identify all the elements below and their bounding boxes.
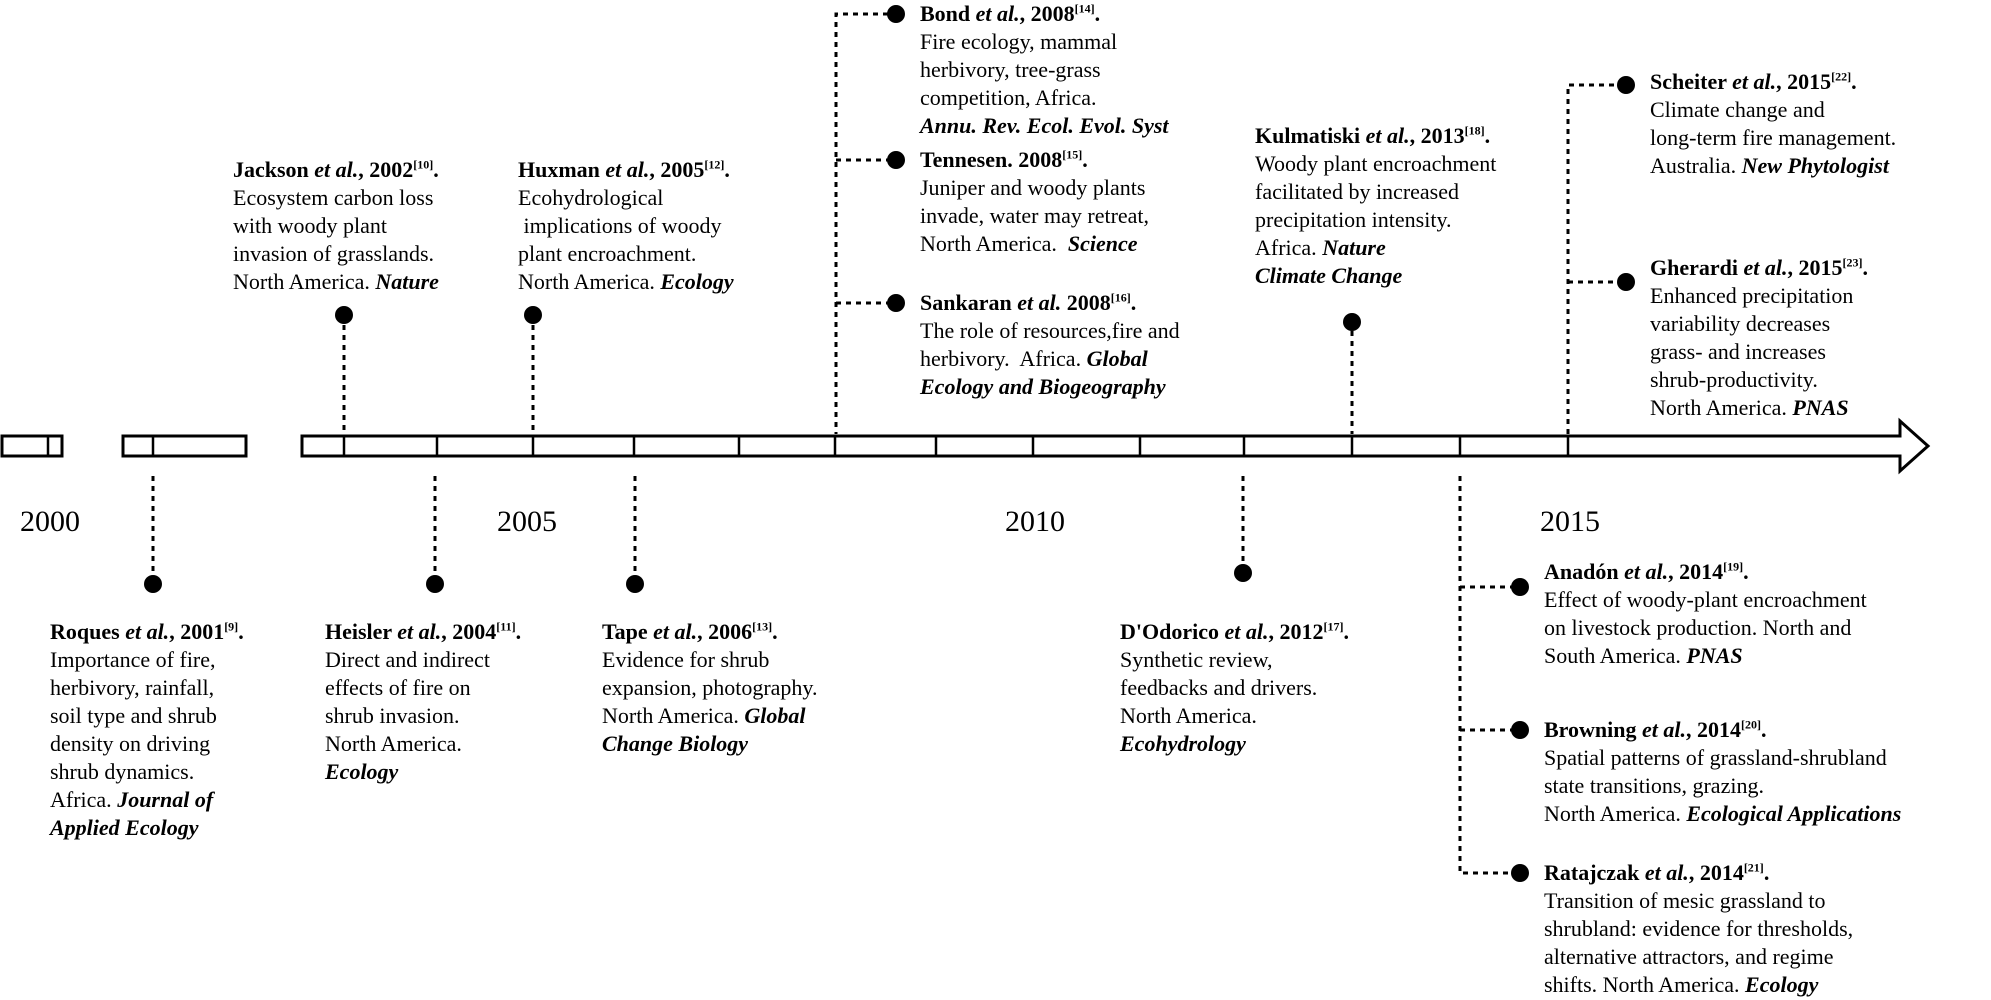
axis-segment-2001 bbox=[123, 436, 246, 456]
citation-trail: . bbox=[1763, 860, 1770, 885]
citation-line bbox=[325, 730, 521, 758]
description-text: North America. bbox=[1544, 801, 1687, 826]
citation-trail: . bbox=[238, 619, 244, 644]
citation-ref: [19] bbox=[1723, 559, 1744, 574]
citation-year: , 2013 bbox=[1409, 123, 1465, 148]
entry-kulmatiski bbox=[1255, 122, 1496, 290]
citation-trail: . bbox=[1862, 255, 1868, 280]
description-text: competition, Africa. bbox=[920, 85, 1097, 110]
citation-author: Gherardi bbox=[1650, 255, 1738, 280]
citation-year: , 2014 bbox=[1688, 860, 1744, 885]
dot-anadon bbox=[1511, 578, 1529, 596]
year-label-2000: 2000 bbox=[20, 505, 80, 538]
citation-year: , 2008 bbox=[1019, 1, 1075, 26]
citation-line bbox=[325, 674, 521, 702]
citation-trail: . bbox=[724, 157, 730, 182]
description-text: Australia. bbox=[1650, 153, 1742, 178]
description-text: shrub-productivity. bbox=[1650, 367, 1818, 392]
citation-ref: [20] bbox=[1741, 717, 1762, 732]
description-text: grass- and increases bbox=[1650, 339, 1826, 364]
citation-author: Kulmatiski bbox=[1255, 123, 1361, 148]
description-text: The role of resources,fire and bbox=[920, 318, 1180, 343]
description-text: herbivory, rainfall, bbox=[50, 675, 215, 700]
description-text: Africa. bbox=[1255, 235, 1323, 260]
dot-ratajczak bbox=[1511, 864, 1529, 882]
citation-year: , 2012 bbox=[1268, 619, 1324, 644]
connector-2015-group bbox=[1568, 85, 1620, 434]
journal-name: Ecology and Biogeography bbox=[920, 374, 1166, 399]
citation-year: , 2004 bbox=[441, 619, 497, 644]
description-text: North America. bbox=[602, 703, 745, 728]
description-text: Woody plant encroachment bbox=[1255, 151, 1497, 176]
citation-author: Huxman bbox=[518, 157, 600, 182]
citation-line bbox=[1255, 206, 1496, 234]
journal-name: Ecology bbox=[660, 269, 734, 294]
description-text: expansion, photography. bbox=[602, 675, 818, 700]
citation-author: Roques bbox=[50, 619, 120, 644]
citation-line bbox=[50, 730, 244, 758]
citation-ref: [22] bbox=[1831, 69, 1852, 84]
description-text: Enhanced precipitation bbox=[1650, 283, 1854, 308]
description-text: Ecohydrological bbox=[518, 185, 664, 210]
entry-huxman bbox=[518, 156, 734, 296]
journal-name: Ecohydrology bbox=[1120, 731, 1246, 756]
citation-trail: . bbox=[1082, 147, 1088, 172]
entry-ratajczak bbox=[1544, 859, 1853, 999]
citation-ref: [15] bbox=[1062, 147, 1083, 162]
journal-name: Ecological Applications bbox=[1686, 801, 1902, 826]
citation-author: Heisler bbox=[325, 619, 392, 644]
citation-line bbox=[1120, 702, 1349, 730]
citation-heading bbox=[920, 0, 1169, 28]
citation-line bbox=[1544, 800, 1901, 828]
journal-name: Global bbox=[1086, 346, 1148, 371]
year-label-2010: 2010 bbox=[1005, 505, 1065, 538]
citation-line bbox=[1650, 394, 1868, 422]
citation-line bbox=[325, 646, 521, 674]
description-text: invasion of grasslands. bbox=[233, 241, 435, 266]
citation-ref: [10] bbox=[413, 157, 434, 172]
citation-heading bbox=[1544, 859, 1853, 887]
journal-name: Applied Ecology bbox=[50, 815, 199, 840]
description-text: shrub dynamics. bbox=[50, 759, 195, 784]
entry-anadon bbox=[1544, 558, 1867, 670]
description-text: Ecosystem carbon loss bbox=[233, 185, 434, 210]
citation-ref: [16] bbox=[1110, 290, 1131, 305]
citation-line bbox=[518, 212, 734, 240]
citation-line bbox=[602, 702, 817, 730]
citation-heading bbox=[1650, 68, 1896, 96]
entry-tape bbox=[602, 618, 817, 758]
dot-gherardi bbox=[1617, 273, 1635, 291]
entry-heisler bbox=[325, 618, 521, 786]
citation-ref: [11] bbox=[496, 619, 516, 634]
citation-ref: [13] bbox=[752, 619, 773, 634]
citation-ref: [14] bbox=[1074, 1, 1095, 16]
connector-2008-group bbox=[836, 14, 888, 434]
citation-line bbox=[1650, 310, 1868, 338]
journal-name: Ecology bbox=[325, 759, 399, 784]
citation-heading bbox=[1255, 122, 1496, 150]
axis-main-arrow bbox=[302, 421, 1928, 471]
citation-author: Bond bbox=[920, 1, 971, 26]
description-text: herbivory. Africa. bbox=[920, 346, 1087, 371]
citation-etal: et al. bbox=[975, 1, 1020, 26]
citation-trail: . bbox=[1761, 717, 1767, 742]
description-text: North America. bbox=[233, 269, 376, 294]
citation-year: 2008 bbox=[1061, 290, 1111, 315]
journal-name: Climate Change bbox=[1255, 263, 1403, 288]
entry-sankaran bbox=[920, 289, 1180, 401]
citation-trail: . bbox=[1130, 290, 1137, 315]
description-text: alternative attractors, and regime bbox=[1544, 944, 1834, 969]
entry-tennesen bbox=[920, 146, 1149, 258]
description-text: soil type and shrub bbox=[50, 703, 217, 728]
description-text: North America. bbox=[1650, 395, 1793, 420]
citation-line bbox=[233, 268, 439, 296]
citation-ref: [9] bbox=[224, 619, 239, 634]
citation-author: Browning bbox=[1544, 717, 1637, 742]
citation-etal: et al. bbox=[125, 619, 170, 644]
citation-line bbox=[1544, 642, 1867, 670]
citation-line bbox=[602, 730, 817, 758]
citation-heading bbox=[518, 156, 734, 184]
citation-line bbox=[920, 84, 1169, 112]
citation-heading bbox=[1544, 716, 1901, 744]
citation-ref: [17] bbox=[1323, 619, 1344, 634]
citation-trail: . bbox=[515, 619, 522, 644]
citation-line bbox=[1120, 674, 1349, 702]
citation-author: Tennesen. 2008 bbox=[920, 147, 1063, 172]
description-text: North America. bbox=[518, 269, 661, 294]
citation-line bbox=[1650, 152, 1896, 180]
citation-line bbox=[920, 112, 1169, 140]
citation-line bbox=[1544, 586, 1867, 614]
description-text: Effect of woody-plant encroachment bbox=[1544, 587, 1867, 612]
description-text: shrubland: evidence for thresholds, bbox=[1544, 916, 1854, 941]
citation-line bbox=[50, 786, 244, 814]
citation-line bbox=[920, 317, 1180, 345]
citation-heading bbox=[50, 618, 244, 646]
citation-trail: . bbox=[1851, 69, 1857, 94]
citation-trail: . bbox=[433, 157, 439, 182]
dot-tennesen bbox=[887, 151, 905, 169]
description-text: South America. bbox=[1544, 643, 1687, 668]
description-text: herbivory, tree-grass bbox=[920, 57, 1101, 82]
citation-etal: et al. bbox=[605, 157, 650, 182]
citation-line bbox=[920, 373, 1180, 401]
citation-trail: . bbox=[772, 619, 778, 644]
description-text: effects of fire on bbox=[325, 675, 471, 700]
description-text: Synthetic review, bbox=[1120, 647, 1273, 672]
citation-heading bbox=[920, 289, 1180, 317]
citation-author: Jackson bbox=[233, 157, 309, 182]
citation-line bbox=[920, 202, 1149, 230]
dot-browning bbox=[1511, 721, 1529, 739]
journal-name: Nature bbox=[375, 269, 439, 294]
description-text: Importance of fire, bbox=[50, 647, 216, 672]
description-text: variability decreases bbox=[1650, 311, 1831, 336]
description-text: North America. bbox=[325, 731, 462, 756]
citation-year: , 2006 bbox=[697, 619, 753, 644]
citation-line bbox=[1120, 646, 1349, 674]
citation-etal: et al. bbox=[1224, 619, 1269, 644]
citation-ref: [12] bbox=[704, 157, 725, 172]
description-text: North America. bbox=[1120, 703, 1257, 728]
year-label-2015: 2015 bbox=[1540, 505, 1600, 538]
entry-scheiter bbox=[1650, 68, 1896, 180]
citation-author: Sankaran bbox=[920, 290, 1012, 315]
citation-heading bbox=[1544, 558, 1867, 586]
citation-author: Tape bbox=[602, 619, 648, 644]
citation-line bbox=[1120, 730, 1349, 758]
citation-line bbox=[1650, 96, 1896, 124]
citation-heading bbox=[325, 618, 521, 646]
description-text: precipitation intensity. bbox=[1255, 207, 1452, 232]
description-text: feedbacks and drivers. bbox=[1120, 675, 1318, 700]
citation-trail: . bbox=[1343, 619, 1349, 644]
description-text: Spatial patterns of grassland-shrubland bbox=[1544, 745, 1887, 770]
dot-kulmatiski bbox=[1343, 313, 1361, 331]
connector-2014-group bbox=[1460, 476, 1512, 873]
citation-line bbox=[1255, 234, 1496, 262]
citation-year: , 2005 bbox=[649, 157, 705, 182]
description-text: invade, water may retreat, bbox=[920, 203, 1150, 228]
journal-name: PNAS bbox=[1686, 643, 1743, 668]
citation-author: Scheiter bbox=[1650, 69, 1727, 94]
citation-line bbox=[1650, 282, 1868, 310]
citation-line bbox=[920, 174, 1149, 202]
citation-line bbox=[1544, 915, 1853, 943]
citation-trail: . bbox=[1094, 1, 1101, 26]
description-text: facilitated by increased bbox=[1255, 179, 1460, 204]
year-label-2005: 2005 bbox=[497, 505, 557, 538]
citation-heading bbox=[920, 146, 1149, 174]
dot-roques bbox=[144, 575, 162, 593]
citation-heading bbox=[233, 156, 439, 184]
entry-gherardi bbox=[1650, 254, 1868, 422]
entry-bond bbox=[920, 0, 1169, 140]
journal-name: Science bbox=[1067, 231, 1138, 256]
journal-name: Nature bbox=[1322, 235, 1386, 260]
citation-line bbox=[518, 268, 734, 296]
dot-bond bbox=[887, 5, 905, 23]
citation-year: , 2014 bbox=[1686, 717, 1742, 742]
citation-etal: et al. bbox=[1642, 717, 1687, 742]
axis-segment-2000 bbox=[2, 436, 62, 456]
citation-line bbox=[1544, 887, 1853, 915]
citation-line bbox=[1255, 178, 1496, 206]
citation-author: Anadón bbox=[1544, 559, 1619, 584]
description-text: Transition of mesic grassland to bbox=[1544, 888, 1826, 913]
citation-author: Ratajczak bbox=[1544, 860, 1640, 885]
dot-scheiter bbox=[1617, 76, 1635, 94]
journal-name: Global bbox=[744, 703, 806, 728]
description-text: Juniper and woody plants bbox=[920, 175, 1146, 200]
citation-ref: [18] bbox=[1464, 123, 1485, 138]
citation-etal: et al. bbox=[1732, 69, 1777, 94]
dot-sankaran bbox=[887, 294, 905, 312]
citation-line bbox=[50, 674, 244, 702]
citation-etal: et al. bbox=[653, 619, 698, 644]
citation-line bbox=[50, 814, 244, 842]
citation-line bbox=[1544, 943, 1853, 971]
citation-line bbox=[325, 702, 521, 730]
citation-line bbox=[518, 184, 734, 212]
description-text: Africa. bbox=[50, 787, 118, 812]
description-text: Direct and indirect bbox=[325, 647, 490, 672]
citation-year: , 2015 bbox=[1787, 255, 1843, 280]
citation-etal: et al. bbox=[1017, 290, 1062, 315]
citation-line bbox=[920, 345, 1180, 373]
journal-name: Change Biology bbox=[602, 731, 749, 756]
citation-line bbox=[1544, 772, 1901, 800]
dot-huxman bbox=[524, 306, 542, 324]
entry-dodorico bbox=[1120, 618, 1349, 758]
description-text: with woody plant bbox=[233, 213, 387, 238]
citation-line bbox=[1650, 124, 1896, 152]
dot-tape bbox=[626, 575, 644, 593]
citation-line bbox=[1544, 614, 1867, 642]
citation-trail: . bbox=[1743, 559, 1749, 584]
description-text: plant encroachment. bbox=[518, 241, 697, 266]
description-text: shifts. North America. bbox=[1544, 972, 1746, 997]
dot-jackson bbox=[335, 306, 353, 324]
citation-ref: [21] bbox=[1743, 860, 1764, 875]
citation-line bbox=[1650, 338, 1868, 366]
citation-line bbox=[325, 758, 521, 786]
journal-name: Journal of bbox=[117, 787, 214, 812]
citation-line bbox=[920, 28, 1169, 56]
citation-line bbox=[233, 212, 439, 240]
citation-trail: . bbox=[1484, 123, 1491, 148]
citation-line bbox=[518, 240, 734, 268]
citation-heading bbox=[1650, 254, 1868, 282]
entry-roques bbox=[50, 618, 244, 842]
citation-year: , 2001 bbox=[169, 619, 225, 644]
citation-ref: [23] bbox=[1842, 255, 1863, 270]
journal-name: Ecology bbox=[1745, 972, 1819, 997]
citation-line bbox=[50, 702, 244, 730]
dot-heisler bbox=[426, 575, 444, 593]
description-text: state transitions, grazing. bbox=[1544, 773, 1764, 798]
citation-line bbox=[50, 758, 244, 786]
description-text: Fire ecology, mammal bbox=[920, 29, 1118, 54]
entry-jackson bbox=[233, 156, 439, 296]
citation-line bbox=[602, 674, 817, 702]
journal-name: New Phytologist bbox=[1741, 153, 1889, 178]
citation-heading bbox=[602, 618, 817, 646]
citation-etal: et al. bbox=[314, 157, 359, 182]
description-text: long-term fire management. bbox=[1650, 125, 1897, 150]
dot-dodorico bbox=[1234, 564, 1252, 582]
citation-etal: et al. bbox=[1644, 860, 1689, 885]
citation-etal: et al. bbox=[1365, 123, 1410, 148]
citation-line bbox=[1650, 366, 1868, 394]
citation-heading bbox=[1120, 618, 1349, 646]
citation-line bbox=[50, 646, 244, 674]
citation-line bbox=[1255, 150, 1496, 178]
citation-etal: et al. bbox=[1624, 559, 1669, 584]
citation-line bbox=[920, 56, 1169, 84]
description-text: Evidence for shrub bbox=[602, 647, 770, 672]
journal-name: PNAS bbox=[1792, 395, 1849, 420]
description-text: density on driving bbox=[50, 731, 211, 756]
citation-line bbox=[233, 184, 439, 212]
citation-year: , 2015 bbox=[1776, 69, 1832, 94]
citation-line bbox=[1544, 744, 1901, 772]
citation-line bbox=[1544, 971, 1853, 999]
citation-line bbox=[602, 646, 817, 674]
citation-year: , 2014 bbox=[1668, 559, 1724, 584]
description-text: implications of woody bbox=[518, 213, 722, 238]
entry-browning bbox=[1544, 716, 1901, 828]
citation-line bbox=[1255, 262, 1496, 290]
citation-line bbox=[233, 240, 439, 268]
citation-etal: et al. bbox=[1743, 255, 1788, 280]
citation-year: , 2002 bbox=[358, 157, 414, 182]
timeline-axis bbox=[2, 421, 1928, 471]
journal-name: Annu. Rev. Ecol. Evol. Syst bbox=[920, 113, 1169, 138]
citation-author: D'Odorico bbox=[1120, 619, 1219, 644]
citation-line bbox=[920, 230, 1149, 258]
citation-etal: et al. bbox=[397, 619, 442, 644]
description-text: on livestock production. North and bbox=[1544, 615, 1852, 640]
description-text: shrub invasion. bbox=[325, 703, 460, 728]
description-text: North America. bbox=[920, 231, 1068, 256]
description-text: Climate change and bbox=[1650, 97, 1825, 122]
